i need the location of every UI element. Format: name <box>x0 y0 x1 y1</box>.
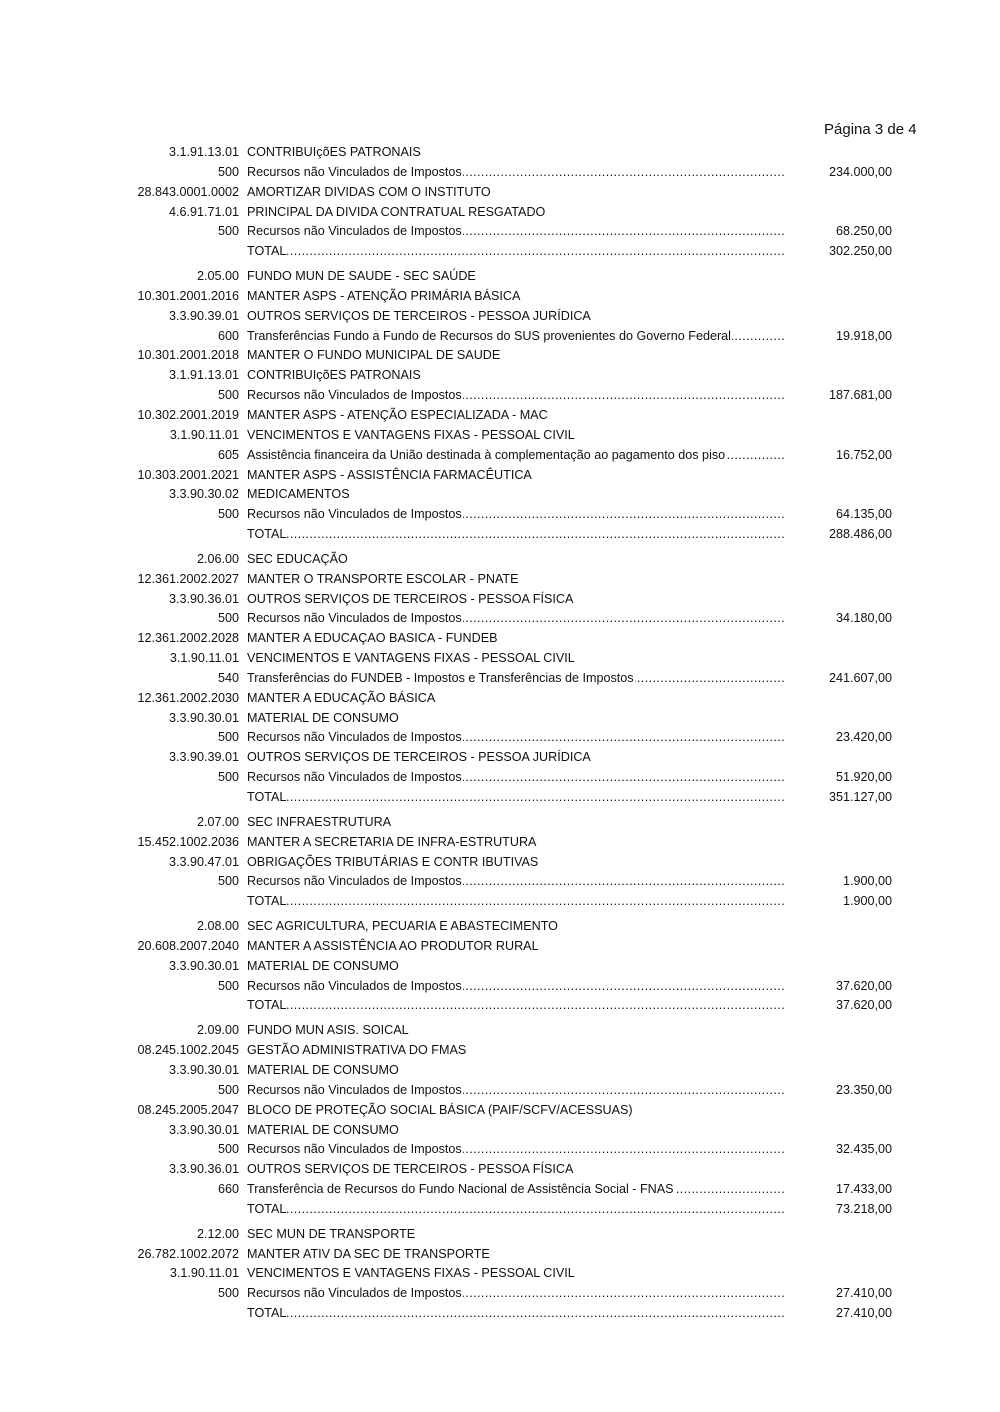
row-description: VENCIMENTOS E VANTAGENS FIXAS - PESSOAL CIVIL <box>247 1266 575 1281</box>
row-description: VENCIMENTOS E VANTAGENS FIXAS - PESSOAL CIVIL <box>247 651 575 666</box>
section-header-row <box>0 1225 1000 1245</box>
row-code: 660 <box>217 1182 239 1197</box>
row-description: OBRIGAÇÕES TRIBUTÁRIAS E CONTR IBUTIVAS <box>247 854 539 869</box>
row-description <box>247 1284 784 1304</box>
row-code: 3.1.90.11.01 <box>169 1266 239 1281</box>
budget-item-row <box>0 748 1000 768</box>
total-row <box>0 1200 1000 1220</box>
budget-item-row <box>0 957 1000 977</box>
row-code: 500 <box>217 507 239 522</box>
row-code: 3.3.90.47.01 <box>168 854 239 869</box>
row-description-text: TOTAL <box>247 790 287 804</box>
row-code: 3.3.90.39.01 <box>168 750 239 765</box>
resource-row <box>0 505 1000 525</box>
row-description: FUNDO MUN DE SAUDE - SEC SAÚDE <box>247 269 476 284</box>
budget-item-row <box>0 853 1000 873</box>
row-code: 12.361.2002.2028 <box>137 631 239 646</box>
row-code: 08.245.1002.2045 <box>137 1043 239 1058</box>
row-description: CONTRIBUIçõES PATRONAIS <box>247 368 421 383</box>
row-description: MATERIAL DE CONSUMO <box>247 1062 399 1077</box>
row-amount: 73.218,00 <box>835 1201 892 1216</box>
budget-item-row <box>0 426 1000 446</box>
budget-item-row <box>0 203 1000 223</box>
budget-item-row <box>0 485 1000 505</box>
resource-row <box>0 163 1000 183</box>
row-amount: 19.918,00 <box>835 328 892 343</box>
row-amount: 302.250,00 <box>828 244 892 259</box>
row-code: 500 <box>217 874 239 889</box>
row-description-text: TOTAL <box>247 1201 287 1216</box>
row-description-text: Recursos não Vinculados de Impostos <box>247 611 462 626</box>
row-description <box>247 1180 784 1200</box>
row-code: 500 <box>217 388 239 403</box>
row-description <box>247 892 784 912</box>
budget-item-row <box>0 1264 1000 1284</box>
row-amount: 16.752,00 <box>835 447 892 462</box>
row-description <box>247 788 784 808</box>
row-code: 28.843.0001.0002 <box>137 184 239 199</box>
row-description: MANTER ASPS - ASSISTÊNCIA FARMACÊUTICA <box>247 467 532 482</box>
row-description-text: Assistência financeira da União destinada à complementação ao pagamento dos piso <box>247 447 726 462</box>
row-description: MANTER ASPS - ATENÇÃO PRIMÁRIA BÁSICA <box>247 288 521 303</box>
row-code: 500 <box>217 1286 239 1301</box>
row-code: 600 <box>217 328 239 343</box>
row-amount: 187.681,00 <box>828 388 892 403</box>
row-description <box>247 669 784 689</box>
row-code: 10.302.2001.2019 <box>137 407 239 422</box>
row-description: MEDICAMENTOS <box>247 487 350 502</box>
row-code: 3.3.90.30.01 <box>168 958 239 973</box>
resource-row <box>0 977 1000 997</box>
row-description: SEC INFRAESTRUTURA <box>247 814 392 829</box>
row-description: MATERIAL DE CONSUMO <box>247 1122 399 1137</box>
row-code: 3.3.90.30.01 <box>168 1122 239 1137</box>
section-header-row <box>0 813 1000 833</box>
section-header-row <box>0 1021 1000 1041</box>
row-description-text: Recursos não Vinculados de Impostos <box>247 770 462 785</box>
row-code: 500 <box>217 730 239 745</box>
resource-row <box>0 669 1000 689</box>
row-description-text: TOTAL <box>247 244 287 259</box>
budget-item-row <box>0 183 1000 203</box>
row-amount: 64.135,00 <box>835 507 892 522</box>
row-code: 15.452.1002.2036 <box>137 834 239 849</box>
row-description-text: Recursos não Vinculados de Impostos <box>247 1286 462 1301</box>
row-description: MANTER A EDUCAÇAO BASICA - FUNDEB <box>247 631 498 646</box>
row-description: PRINCIPAL DA DIVIDA CONTRATUAL RESGATADO <box>247 204 546 219</box>
budget-item-row <box>0 1245 1000 1265</box>
budget-item-row <box>0 689 1000 709</box>
resource-row <box>0 1081 1000 1101</box>
row-description: SEC AGRICULTURA, PECUARIA E ABASTECIMENTO <box>247 919 558 934</box>
row-amount: 37.620,00 <box>835 978 892 993</box>
row-code: 3.1.90.11.01 <box>169 651 239 666</box>
row-code: 4.6.91.71.01 <box>168 204 239 219</box>
row-description: MANTER ASPS - ATENÇÃO ESPECIALIZADA - MAC <box>247 407 548 422</box>
row-code: 3.3.90.36.01 <box>168 591 239 606</box>
resource-row <box>0 728 1000 748</box>
row-description-text: Recursos não Vinculados de Impostos <box>247 507 462 522</box>
row-code: 10.303.2001.2021 <box>137 467 239 482</box>
row-code: 10.301.2001.2016 <box>137 288 239 303</box>
row-code: 2.09.00 <box>196 1023 239 1038</box>
row-description-text: TOTAL <box>247 527 287 542</box>
row-description <box>247 386 784 406</box>
row-description <box>247 1200 784 1220</box>
row-code: 26.782.1002.2072 <box>137 1246 239 1261</box>
row-code: 2.07.00 <box>196 814 239 829</box>
resource-row <box>0 386 1000 406</box>
row-description <box>247 728 784 748</box>
row-description <box>247 446 784 466</box>
row-description: MANTER A EDUCAÇÃO BÁSICA <box>247 690 436 705</box>
row-code: 500 <box>217 224 239 239</box>
budget-item-row <box>0 709 1000 729</box>
row-amount: 27.410,00 <box>835 1286 892 1301</box>
total-row <box>0 525 1000 545</box>
total-row <box>0 996 1000 1016</box>
row-code: 3.1.91.13.01 <box>168 368 239 383</box>
budget-table <box>0 143 1000 1324</box>
row-amount: 288.486,00 <box>828 527 892 542</box>
row-code: 500 <box>217 1142 239 1157</box>
row-code: 3.3.90.39.01 <box>168 308 239 323</box>
row-code: 500 <box>217 770 239 785</box>
row-description: MATERIAL DE CONSUMO <box>247 710 399 725</box>
section-header-row <box>0 550 1000 570</box>
resource-row <box>0 327 1000 347</box>
budget-item-row <box>0 366 1000 386</box>
row-description: OUTROS SERVIÇOS DE TERCEIROS - PESSOA JURÍDICA <box>247 308 591 323</box>
row-code: 500 <box>217 611 239 626</box>
budget-item-row <box>0 570 1000 590</box>
row-description-text: Recursos não Vinculados de Impostos <box>247 164 462 179</box>
row-description: SEC MUN DE TRANSPORTE <box>247 1226 416 1241</box>
budget-item-row <box>0 1121 1000 1141</box>
row-amount: 34.180,00 <box>835 611 892 626</box>
row-code: 605 <box>217 447 239 462</box>
row-description <box>247 505 784 525</box>
budget-item-row <box>0 1160 1000 1180</box>
row-amount: 351.127,00 <box>828 790 892 804</box>
row-code: 10.301.2001.2018 <box>137 348 239 363</box>
total-row <box>0 788 1000 808</box>
row-description-text: Transferências do FUNDEB - Impostos e Transferências de Impostos <box>247 670 634 685</box>
row-code: 2.08.00 <box>196 919 239 934</box>
row-description-text: Recursos não Vinculados de Impostos <box>247 1082 462 1097</box>
row-description: MANTER A ASSISTÊNCIA AO PRODUTOR RURAL <box>247 938 539 953</box>
budget-item-row <box>0 1061 1000 1081</box>
row-amount: 1.900,00 <box>842 874 892 889</box>
budget-item-row <box>0 346 1000 366</box>
row-code: 3.3.90.30.01 <box>168 1062 239 1077</box>
budget-item-row <box>0 937 1000 957</box>
section-header-row <box>0 917 1000 937</box>
budget-item-row <box>0 649 1000 669</box>
row-description: OUTROS SERVIÇOS DE TERCEIROS - PESSOA FÍSICA <box>247 1162 574 1177</box>
row-description: OUTROS SERVIÇOS DE TERCEIROS - PESSOA JURÍDICA <box>247 750 591 765</box>
row-code: 2.05.00 <box>196 269 239 284</box>
row-description <box>247 163 784 183</box>
row-code: 20.608.2007.2040 <box>137 938 239 953</box>
row-description-text: TOTAL <box>247 998 287 1013</box>
row-description: MANTER O TRANSPORTE ESCOLAR - PNATE <box>247 571 519 586</box>
row-code: 3.3.90.30.01 <box>168 710 239 725</box>
resource-row <box>0 609 1000 629</box>
row-code: 12.361.2002.2030 <box>137 690 239 705</box>
row-description <box>247 768 784 788</box>
row-amount: 37.620,00 <box>835 998 892 1013</box>
budget-item-row <box>0 143 1000 163</box>
row-code: 3.1.90.11.01 <box>169 427 239 442</box>
row-code: 2.06.00 <box>196 551 239 566</box>
resource-row <box>0 872 1000 892</box>
row-description: MANTER O FUNDO MUNICIPAL DE SAUDE <box>247 348 501 363</box>
row-amount: 51.920,00 <box>835 770 892 785</box>
row-amount: 1.900,00 <box>842 894 892 909</box>
row-description-text: Transferências Fundo a Fundo de Recursos do SUS provenientes do Governo Federal <box>247 328 731 343</box>
row-description <box>247 872 784 892</box>
row-description-text: Transferência de Recursos do Fundo Nacional de Assistência Social - FNAS <box>247 1182 674 1197</box>
row-description: GESTÃO ADMINISTRATIVA DO FMAS <box>247 1043 467 1058</box>
budget-item-row <box>0 629 1000 649</box>
row-description <box>247 996 784 1016</box>
row-code: 3.3.90.30.02 <box>168 487 239 502</box>
row-amount: 27.410,00 <box>835 1306 892 1321</box>
row-code: 12.361.2002.2027 <box>137 571 239 586</box>
resource-row <box>0 1284 1000 1304</box>
row-amount: 23.350,00 <box>835 1082 892 1097</box>
row-code: 500 <box>217 1082 239 1097</box>
total-row <box>0 1304 1000 1324</box>
resource-row <box>0 768 1000 788</box>
row-code: 3.1.91.13.01 <box>168 145 239 159</box>
row-code: 08.245.2005.2047 <box>137 1102 239 1117</box>
row-description-text: Recursos não Vinculados de Impostos <box>247 1142 462 1157</box>
resource-row <box>0 1180 1000 1200</box>
row-description-text: Recursos não Vinculados de Impostos <box>247 388 462 403</box>
row-description: BLOCO DE PROTEÇÃO SOCIAL BÁSICA (PAIF/SCFV/ACESSUAS) <box>247 1102 633 1117</box>
row-description <box>247 525 784 545</box>
budget-item-row <box>0 307 1000 327</box>
row-description: CONTRIBUIçõES PATRONAIS <box>247 145 421 159</box>
budget-item-row <box>0 590 1000 610</box>
row-description: MANTER ATIV DA SEC DE TRANSPORTE <box>247 1246 490 1261</box>
budget-item-row <box>0 466 1000 486</box>
row-description-text: Recursos não Vinculados de Impostos <box>247 978 462 993</box>
row-description <box>247 1140 784 1160</box>
total-row <box>0 242 1000 262</box>
budget-item-row <box>0 406 1000 426</box>
row-amount: 32.435,00 <box>835 1142 892 1157</box>
row-description <box>247 1304 784 1324</box>
row-code: 500 <box>217 978 239 993</box>
row-description <box>247 1081 784 1101</box>
row-description: SEC EDUCAÇÃO <box>247 551 348 566</box>
section-header-row <box>0 267 1000 287</box>
row-description: VENCIMENTOS E VANTAGENS FIXAS - PESSOAL CIVIL <box>247 427 575 442</box>
budget-item-row <box>0 833 1000 853</box>
row-description-text: TOTAL <box>247 1306 287 1321</box>
budget-item-row <box>0 1101 1000 1121</box>
row-description <box>247 327 784 347</box>
page-number: Página 3 de 4 <box>824 121 917 138</box>
row-description: MANTER A SECRETARIA DE INFRA-ESTRUTURA <box>247 834 537 849</box>
row-amount: 234.000,00 <box>828 164 892 179</box>
row-code: 500 <box>217 164 239 179</box>
row-description: AMORTIZAR DIVIDAS COM O INSTITUTO <box>247 184 491 199</box>
row-description: OUTROS SERVIÇOS DE TERCEIROS - PESSOA FÍSICA <box>247 591 574 606</box>
row-code: 3.3.90.36.01 <box>168 1162 239 1177</box>
resource-row <box>0 446 1000 466</box>
resource-row <box>0 1140 1000 1160</box>
row-description <box>247 609 784 629</box>
row-description-text: Recursos não Vinculados de Impostos <box>247 730 462 745</box>
row-amount: 68.250,00 <box>835 224 892 239</box>
row-description: FUNDO MUN ASIS. SOICAL <box>247 1023 409 1038</box>
row-code: 2.12.00 <box>196 1226 239 1241</box>
row-description <box>247 222 784 242</box>
total-row <box>0 892 1000 912</box>
budget-item-row <box>0 1041 1000 1061</box>
row-description <box>247 242 784 262</box>
row-code: 540 <box>217 670 239 685</box>
row-amount: 23.420,00 <box>835 730 892 745</box>
row-description-text: Recursos não Vinculados de Impostos <box>247 224 462 239</box>
budget-item-row <box>0 287 1000 307</box>
resource-row <box>0 222 1000 242</box>
row-description: MATERIAL DE CONSUMO <box>247 958 399 973</box>
row-description-text: TOTAL <box>247 894 287 909</box>
row-description-text: Recursos não Vinculados de Impostos <box>247 874 462 889</box>
row-amount: 241.607,00 <box>828 670 892 685</box>
row-description <box>247 977 784 997</box>
row-amount: 17.433,00 <box>835 1182 892 1197</box>
